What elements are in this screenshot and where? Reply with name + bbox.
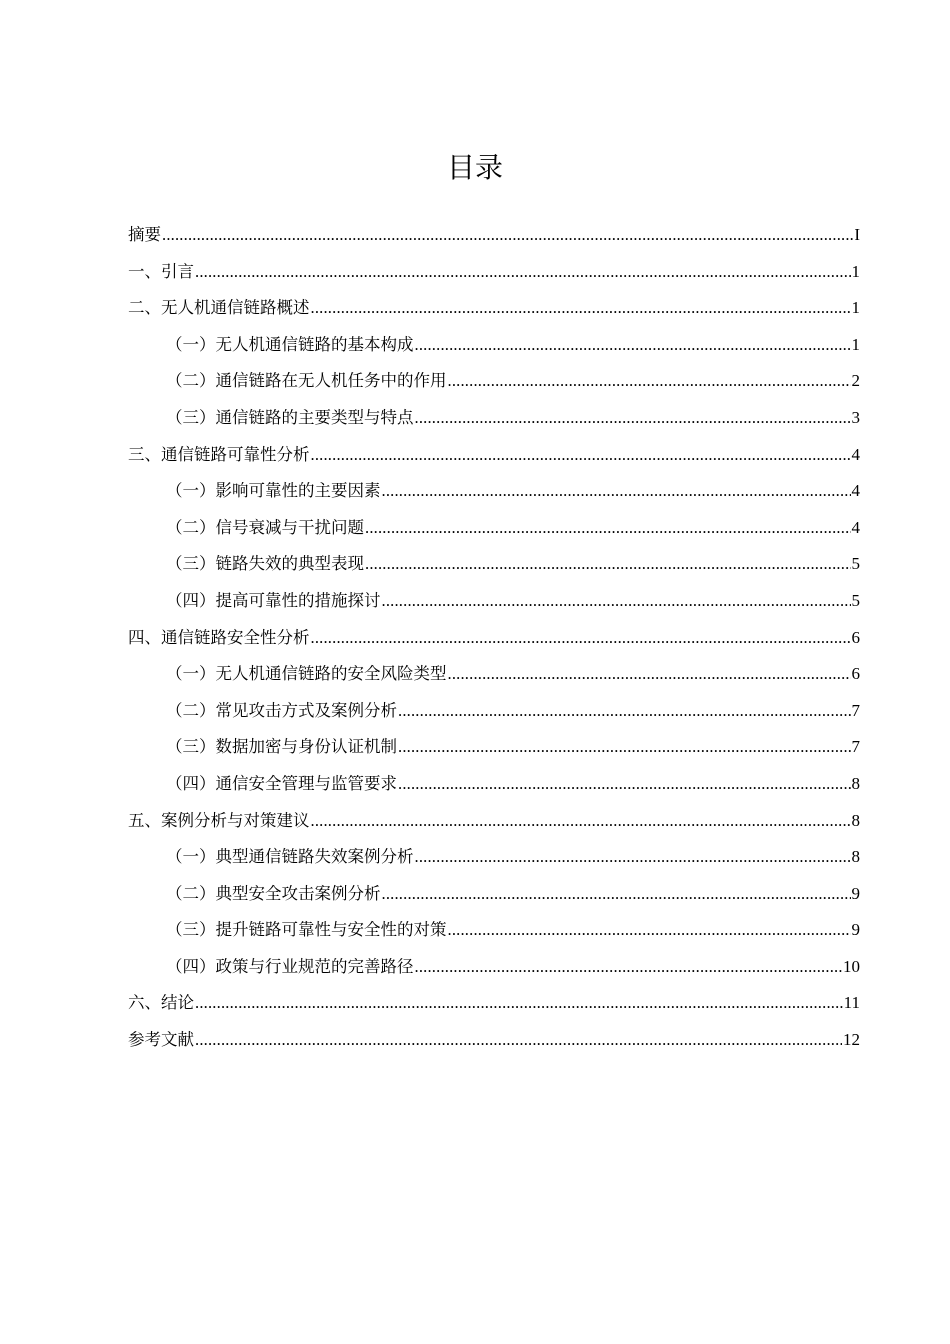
toc-dot-leader [398,729,851,766]
toc-page-number: 10 [843,956,860,976]
toc-page-number: 8 [851,810,860,830]
toc-dot-leader [195,1022,842,1059]
toc-page-number: 9 [851,883,860,903]
toc-page-number: 8 [851,847,860,867]
toc-dot-leader [448,363,851,400]
toc-page-number: 2 [851,371,860,391]
toc-entry-section[interactable] [128,363,860,400]
toc-entry-chapter[interactable] [128,985,860,1022]
toc-entry-section[interactable] [128,876,860,913]
toc-entry-section[interactable] [128,583,860,620]
toc-entry-section[interactable] [128,693,860,730]
toc-entry-chapter[interactable] [128,217,860,254]
toc-entry-title: （四）通信安全管理与监管要求 [166,773,397,793]
toc-dot-leader [382,876,851,913]
toc-page-number: 12 [843,1030,860,1050]
toc-entry-section[interactable] [128,839,860,876]
toc-page-number: 6 [851,664,860,684]
toc-page-number: 11 [843,993,860,1013]
toc-entry-section[interactable] [128,510,860,547]
toc-dot-leader [311,803,851,840]
toc-dot-leader [398,693,851,730]
toc-dot-leader [415,949,843,986]
toc-entry-section[interactable] [128,327,860,364]
toc-page-number: 4 [851,517,860,537]
toc-dot-leader [415,327,851,364]
toc-entry-title: （二）常见攻击方式及案例分析 [166,700,397,720]
toc-entry-chapter[interactable] [128,620,860,657]
toc-entry-section[interactable] [128,400,860,437]
toc-entry-section[interactable] [128,949,860,986]
toc-entry-title: （三）数据加密与身份认证机制 [166,737,397,757]
toc-dot-leader [311,620,851,657]
toc-dot-leader [195,254,851,291]
toc-entry-section[interactable] [128,729,860,766]
toc-entry-title: （二）典型安全攻击案例分析 [166,883,381,903]
toc-page-number: 6 [851,627,860,647]
toc-entry-title: （二）信号衰减与干扰问题 [166,517,364,537]
toc-page-number: 7 [851,700,860,720]
toc-dot-leader [365,546,851,583]
toc-entry-title: （三）提升链路可靠性与安全性的对策 [166,920,447,940]
toc-entry-title: （一）典型通信链路失效案例分析 [166,847,414,867]
toc-page-number: 4 [851,481,860,501]
toc-page-number: 3 [851,407,860,427]
toc-entry-chapter[interactable] [128,803,860,840]
toc-entry-section[interactable] [128,912,860,949]
toc-dot-leader [162,217,853,254]
toc-dot-leader [398,766,851,803]
toc-entry-title: 三、通信链路可靠性分析 [128,444,310,464]
toc-dot-leader [311,437,851,474]
toc-page-number: 7 [851,737,860,757]
toc-entry-chapter[interactable] [128,254,860,291]
toc-entry-title: 五、案例分析与对策建议 [128,810,310,830]
toc-entry-title: （四）政策与行业规范的完善路径 [166,956,414,976]
toc-page-number: 1 [851,298,860,318]
toc-entry-title: （四）提高可靠性的措施探讨 [166,590,381,610]
toc-entry-section[interactable] [128,473,860,510]
toc-entry-section[interactable] [128,656,860,693]
toc-page-number: 5 [851,554,860,574]
toc-dot-leader [415,839,851,876]
toc-dot-leader [448,656,851,693]
toc-page-number: 1 [851,261,860,281]
toc-entry-title: 四、通信链路安全性分析 [128,627,310,647]
toc-dot-leader [195,985,843,1022]
toc-dot-leader [448,912,851,949]
page-title: 目录 [446,151,503,184]
toc-entry-section[interactable] [128,766,860,803]
toc-page-number: 8 [851,773,860,793]
toc-dot-leader [365,510,851,547]
toc-page-number: 9 [851,920,860,940]
toc-page-number: 5 [851,590,860,610]
toc-page-number: 4 [851,444,860,464]
toc-entry-title: （三）通信链路的主要类型与特点 [166,407,414,427]
toc-entry-title: （二）通信链路在无人机任务中的作用 [166,371,447,391]
toc-entry-title: 摘要 [128,225,161,244]
toc-entry-title: （三）链路失效的典型表现 [166,554,364,574]
toc-entry-title: （一）影响可靠性的主要因素 [166,481,381,501]
toc-page-number: 1 [851,334,860,354]
toc-entry-title: （一）无人机通信链路的基本构成 [166,334,414,354]
toc-entry-title: 一、引言 [128,261,194,281]
toc-dot-leader [382,473,851,510]
toc-dot-leader [382,583,851,620]
toc-entry-chapter[interactable] [128,290,860,327]
table-of-contents [128,217,860,1059]
toc-entry-chapter[interactable] [128,437,860,474]
toc-entry-title: （一）无人机通信链路的安全风险类型 [166,664,447,684]
toc-entry-section[interactable] [128,546,860,583]
toc-entry-chapter[interactable] [128,1022,860,1059]
toc-entry-title: 二、无人机通信链路概述 [128,298,310,318]
toc-page-number: I [854,225,860,244]
toc-dot-leader [415,400,851,437]
toc-dot-leader [311,290,851,327]
toc-entry-title: 参考文献 [128,1030,194,1050]
toc-entry-title: 六、结论 [128,993,194,1013]
